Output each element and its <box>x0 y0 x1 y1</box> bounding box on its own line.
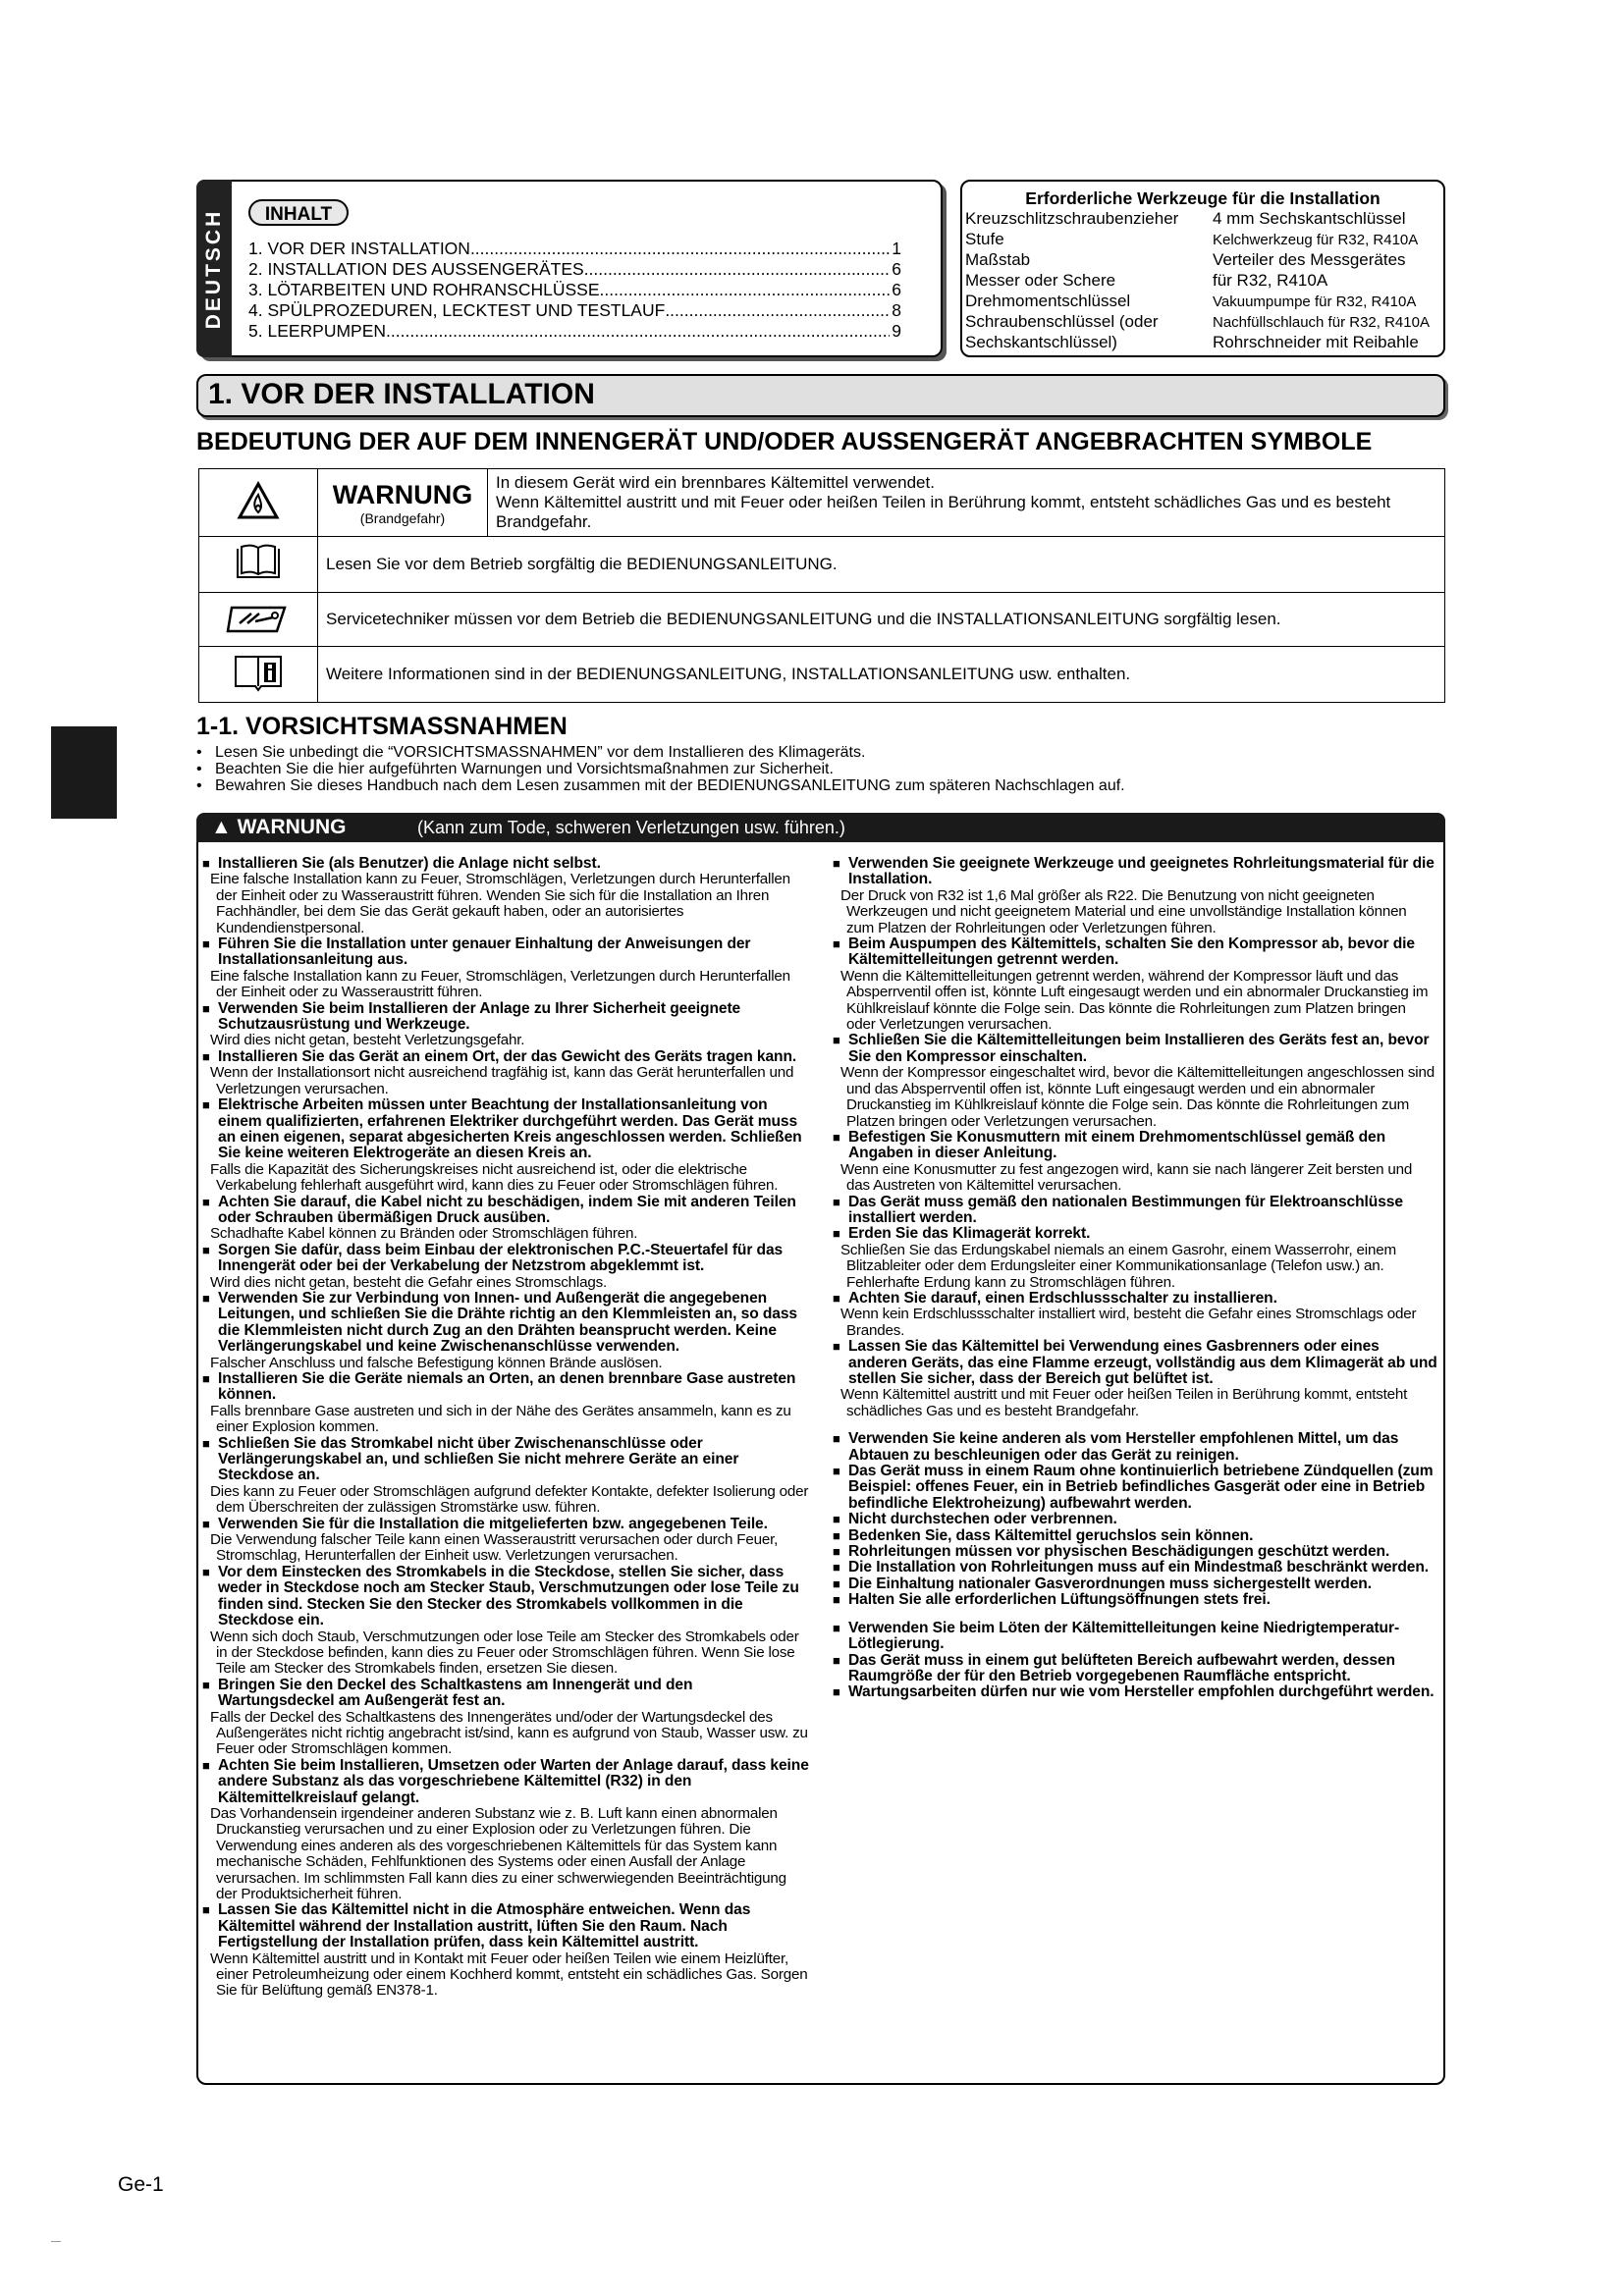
warning-item <box>202 1436 811 1517</box>
tool-item: 4 mm Sechskantschlüssel <box>1213 209 1406 228</box>
warning-item-heading: ■ Verwenden Sie beim Löten der Kältemittelleitungen keine Niedrigtemperatur-Lötlegierung. <box>833 1621 1437 1653</box>
warning-item-body: Wenn der Kompressor eingeschaltet wird, bevor die Kältemittelleitungen angeschlossen sind und das Absperrventil offen ist, könnte Luft eingesaugt werden und ein abnormaler Druckanstieg im Kühlkreislauf könnte die Folge sein. Das könnte die Rohrleitungen zum Platzen bringen oder Verletzungen verursachen. <box>840 1064 1435 1130</box>
warning-item-heading: ■ Bringen Sie den Deckel des Schaltkastens am Innengerät und den Wartungsdeckel am Außengerät fest an. <box>202 1678 811 1710</box>
warning-item-heading: ■ Lassen Sie das Kältemittel nicht in die Atmosphäre entweichen. Wenn das Kältemittel während der Installation austritt, lüften Sie den Raum. Nach Fertigstellung der Installation prüfen, dass kein Kältemittel austritt. <box>202 1902 811 1950</box>
warning-item <box>833 1560 1437 1575</box>
warning-item <box>202 1195 811 1243</box>
service-text: Servicetechniker müssen vor dem Betrieb die BEDIENUNGSANLEITUNG und die INSTALLATIONSANLEITUNG sorgfältig lesen. <box>318 593 1445 647</box>
section-title: 1. VOR DER INSTALLATION <box>208 378 595 410</box>
warning-item-body: Wird dies nicht getan, besteht die Gefahr eines Stromschlags. <box>210 1273 607 1291</box>
warning-item-body: Das Vorhandensein irgendeiner anderen Substanz wie z. B. Luft kann einen abnormalen Druckanstieg verursachen und zu einer Explosion oder zu Verletzungen führen. Die Verwendung eines anderen als des vorgeschriebenen Kältemittels für das System kann mechanische Schäden, Fehlfunktionen des Systems oder einen Ausfall der Anlage verursachen. Im schlimmsten Fall kann dies zu einer schwerwiegenden Beeinträchtigung der Produktsicherheit führen. <box>210 1804 786 1902</box>
tool-item: Nachfüllschlauch für R32, R410A <box>1213 314 1430 331</box>
warning-item <box>202 1902 811 1999</box>
tools-title: Erforderliche Werkzeuge für die Installation <box>1025 188 1380 208</box>
warning-item-body: Falscher Anschluss und falsche Befestigung können Brände auslösen. <box>210 1354 663 1371</box>
warning-item <box>833 1431 1437 1464</box>
warning-item <box>202 856 811 936</box>
warning-item <box>833 1033 1437 1129</box>
warning-item-body: Falls der Deckel des Schaltkastens des Innengerätes und/oder der Wartungsdeckel des Außengerätes nicht richtig angebracht ist/sind, kann es aufgrund von Staub, Wasser usw. zu Feuer oder Stromschlägen kommen. <box>210 1708 808 1758</box>
warning-item <box>833 1512 1437 1527</box>
warning-item <box>202 1291 811 1371</box>
warning-item-heading: ■ Achten Sie darauf, einen Erdschlussschalter zu installieren. <box>833 1291 1437 1307</box>
warning-item <box>202 1243 811 1291</box>
tool-item: Verteiler des Messgerätes <box>1213 250 1406 269</box>
warning-column-left <box>202 856 811 2000</box>
warning-item-heading: ■ Schließen Sie die Kältemittelleitungen beim Installieren des Geräts fest an, bevor Sie den Kompressor einschalten. <box>833 1033 1437 1065</box>
symbols-table <box>198 468 1445 703</box>
warning-item <box>833 1528 1437 1544</box>
warning-item-heading: ■ Das Gerät muss gemäß den nationalen Bestimmungen für Elektroanschlüsse installiert werden. <box>833 1195 1437 1227</box>
tool-item: für R32, R410A <box>1213 271 1328 290</box>
tool-item: Schraubenschlüssel (oder <box>965 312 1159 331</box>
warning-item <box>833 1684 1437 1700</box>
warning-label: WARNUNG <box>332 479 473 509</box>
warning-item <box>833 936 1437 1033</box>
warning-item-body: Wenn Kältemittel austritt und mit Feuer oder heißen Teilen in Berührung kommt, entsteht schädliches Gas und es besteht Brandgefahr. <box>840 1386 1408 1419</box>
warning-item <box>833 1464 1437 1512</box>
warning-item-heading: ■ Installieren Sie die Geräte niemals an Orten, an denen brennbare Gase austreten können. <box>202 1371 811 1404</box>
warning-item <box>833 1576 1437 1592</box>
toc-item[interactable]: 3. LÖTARBEITEN UND ROHRANSCHLÜSSE ..... 6 <box>248 280 901 300</box>
warning-item-heading: ■ Befestigen Sie Konusmuttern mit einem Drehmomentschlüssel gemäß den Angaben in dieser Anleitung. <box>833 1130 1437 1162</box>
warning-item-heading: ■ Das Gerät muss in einem Raum ohne kontinuierlich betriebene Zündquellen (zum Beispiel: offenes Feuer, ein in Betrieb befindliches Gasgerät oder eine in Betrieb befindliche Elektroheizung) aufbewahrt werden. <box>833 1464 1437 1512</box>
warning-item-heading: ■ Bedenken Sie, dass Kältemittel geruchslos sein können. <box>833 1528 1437 1544</box>
warning-text-1: In diesem Gerät wird ein brennbares Kältemittel verwendet. <box>496 473 935 492</box>
warning-item <box>833 1339 1437 1419</box>
warning-sublabel: (Brandgefahr) <box>359 509 446 526</box>
warning-item <box>833 1621 1437 1653</box>
warning-text-cell <box>488 469 1445 537</box>
warning-item-heading: ■ Wartungsarbeiten dürfen nur wie vom Hersteller empfohlen durchgeführt werden. <box>833 1684 1437 1700</box>
precaution-bullet: • Bewahren Sie dieses Handbuch nach dem Lesen zusammen mit der BEDIENUNGSANLEITUNG zum späteren Nachschlagen auf. <box>196 777 1125 794</box>
chapter-tab <box>51 726 117 819</box>
warning-item <box>833 1291 1437 1339</box>
toc-item[interactable]: 1. VOR DER INSTALLATION ..... 1 <box>248 239 901 259</box>
warning-item-heading: ■ Achten Sie darauf, die Kabel nicht zu beschädigen, indem Sie mit anderen Teilen oder Schrauben übermäßigen Druck ausüben. <box>202 1195 811 1227</box>
warning-item <box>833 1226 1437 1291</box>
warning-item-body: Wenn Kältemittel austritt und in Kontakt mit Feuer oder heißen Teilen wie einem Heizlüfter, einer Petroleumheizung oder einem Kochherd kommt, entsteht ein schädliches Gas. Sorgen Sie für Belüftung gemäß EN378-1. <box>210 1949 808 2000</box>
tool-item: Stufe <box>965 230 1004 248</box>
warning-text-2: Wenn Kältemittel austritt und mit Feuer oder heißen Teilen in Berührung kommt, entsteht schädliches Gas und es besteht Brandgefahr. <box>496 493 1391 531</box>
toc-heading: INHALT <box>248 199 349 226</box>
warning-item-heading: ■ Verwenden Sie für die Installation die mitgelieferten bzw. angegebenen Teile. <box>202 1517 811 1532</box>
warning-item-body: Schadhafte Kabel können zu Bränden oder Stromschlägen führen. <box>210 1225 638 1243</box>
warning-item <box>202 1049 811 1097</box>
warning-item <box>202 1517 811 1565</box>
symbols-heading: BEDEUTUNG DER AUF DEM INNENGERÄT UND/ODER AUSSENGERÄT ANGEBRACHTEN SYMBOLE <box>196 428 1373 455</box>
tool-item: Maßstab <box>965 250 1031 269</box>
page-number: Ge-1 <box>118 2173 164 2196</box>
warning-item <box>833 856 1437 936</box>
tool-item: Sechskantschlüssel) <box>965 333 1117 351</box>
warning-item-heading: ■ Die Einhaltung nationaler Gasverordnungen muss sichergestellt werden. <box>833 1576 1437 1592</box>
tool-item: Kreuzschlitzschraubenzieher <box>965 209 1179 228</box>
warning-item <box>833 1195 1437 1227</box>
warning-item-body: Dies kann zu Feuer oder Stromschlägen aufgrund defekter Kontakte, defekter Isolierung oder dem Überschreiten der zulässigen Stromstärke usw. führen. <box>210 1482 809 1517</box>
service-manual-icon <box>199 593 318 647</box>
warning-item-heading: ■ Elektrische Arbeiten müssen unter Beachtung der Installationsanleitung von einem qualifizierten, erfahrenen Elektriker durchgeführt werden. Das Gerät muss an einen eigenen, separat abgesicherten Kreis angeschlossen werden. Schließen Sie keine weiteren Elektrogeräte an diesen Kreis an. <box>202 1097 811 1162</box>
warning-item-body: Wenn sich doch Staub, Verschmutzungen oder lose Teile am Stecker des Stromkabels oder in der Steckdose befinden, kann dies zu Feuer oder Stromschlägen führen. Wenn Sie lose Teile am Stecker des Stromkabels finden, ersetzen Sie diesen. <box>210 1628 799 1678</box>
tool-item: Rohrschneider mit Reibahle <box>1213 333 1419 351</box>
warning-item <box>202 1678 811 1758</box>
warning-item-heading: ■ Die Installation von Rohrleitungen muss auf ein Mindestmaß beschränkt werden. <box>833 1560 1437 1575</box>
warning-item-heading: ■ Verwenden Sie zur Verbindung von Innen- und Außengerät die angegebenen Leitungen, und schließen Sie die Drähte richtig an den Klemmleisten an, so dass die Klemmleisten nicht durch Zug an den Drähten beansprucht werden. Keine Verlängerungskabel und keine Zwischenanschlüsse verwenden. <box>202 1291 811 1356</box>
warning-item-heading: ■ Nicht durchstechen oder verbrennen. <box>833 1512 1437 1527</box>
language-tab <box>196 180 232 357</box>
warning-item-body: Wenn die Kältemittelleitungen getrennt werden, während der Kompressor läuft und das Absperrventil offen ist, könnte Luft eingesaugt werden und ein abnormaler Druckanstieg im Kühlkreislauf könnte die Folge sein. Das könnte die Rohrleitungen zum Platzen bringen oder Verletzungen verursachen. <box>840 967 1429 1034</box>
warning-item-heading: ■ Installieren Sie (als Benutzer) die Anlage nicht selbst. <box>202 856 811 872</box>
warning-item-heading: ■ Verwenden Sie keine anderen als vom Hersteller empfohlenen Mittel, um das Abtauen zu beschleunigen oder das Gerät zu reinigen. <box>833 1431 1437 1464</box>
warning-item <box>833 1592 1437 1608</box>
warning-item-heading: ■ Sorgen Sie dafür, dass beim Einbau der elektronischen P.C.-Steuertafel für das Innengerät oder bei der Verkabelung der Netzstrom abgeklemmt ist. <box>202 1243 811 1275</box>
warning-item-body: Wenn der Installationsort nicht ausreichend tragfähig ist, kann das Gerät herunterfallen und Verletzungen verursachen. <box>210 1064 794 1097</box>
warning-item <box>202 1371 811 1436</box>
fire-warning-icon <box>199 469 318 537</box>
warning-item-body: Wird dies nicht getan, besteht Verletzungsgefahr. <box>210 1032 525 1049</box>
warning-item-body: Die Verwendung falscher Teile kann einen Wasseraustritt verursachen oder durch Feuer, Stromschlag, Herunterfallen der Einheit usw. Verletzungen verursachen. <box>210 1531 779 1565</box>
warning-item-heading: ■ Vor dem Einstecken des Stromkabels in die Steckdose, stellen Sie sicher, dass weder in Steckdose noch am Stecker Staub, Verschmutzungen oder lose Teile zu finden sind. Stecken Sie den Stecker des Stromkabels vollkommen in die Steckdose ein. <box>202 1565 811 1629</box>
warning-item-heading: ■ Schließen Sie das Stromkabel nicht über Zwischenanschlüsse oder Verlängerungskabel an, und schließen Sie nicht mehrere Geräte an einer Steckdose an. <box>202 1436 811 1484</box>
warning-item-body: Eine falsche Installation kann zu Feuer, Stromschlägen, Verletzungen durch Herunterfallen der Einheit oder zu Wasseraustritt führen. <box>210 967 790 1001</box>
warning-item-body: Falls brennbare Gase austreten und sich in der Nähe des Gerätes ansammeln, kann es zu einer Explosion kommen. <box>210 1402 791 1436</box>
warning-item <box>202 936 811 1001</box>
warning-item-heading: ■ Verwenden Sie beim Installieren der Anlage zu Ihrer Sicherheit geeignete Schutzausrüstung und Werkzeuge. <box>202 1001 811 1034</box>
warning-triangle-icon: ▲ <box>211 816 232 838</box>
warning-item-body: Wenn kein Erdschlussschalter installiert wird, besteht die Gefahr eines Stromschlags oder Brandes. <box>840 1306 1417 1339</box>
warning-header: ▲ WARNUNG <box>211 816 347 838</box>
warning-item-heading: ■ Rohrleitungen müssen vor physischen Beschädigungen geschützt werden. <box>833 1544 1437 1560</box>
book-icon <box>199 537 318 593</box>
warning-item-heading: ■ Achten Sie beim Installieren, Umsetzen oder Warten der Anlage darauf, dass keine andere Substanz als das vorgeschriebene Kältemittel (R32) in den Kältemittelkreislauf gelangt. <box>202 1758 811 1806</box>
warning-column-right <box>833 856 1437 1701</box>
warning-item-body: Schließen Sie das Erdungskabel niemals an einem Gasrohr, einem Wasserrohr, einem Blitzableiter oder dem Erdungsleiter einer Kommunikationsanlage (Telefon usw.) an. Fehlerhafte Erdung kann zu Stromschlägen führen. <box>840 1241 1396 1291</box>
toc-item[interactable]: 2. INSTALLATION DES AUSSENGERÄTES ..... 6 <box>248 259 901 280</box>
warning-item-heading: ■ Installieren Sie das Gerät an einem Ort, der das Gewicht des Geräts tragen kann. <box>202 1049 811 1065</box>
warning-item-heading: ■ Erden Sie das Klimagerät korrekt. <box>833 1226 1437 1242</box>
warning-header-note: (Kann zum Tode, schweren Verletzungen usw. führen.) <box>417 818 845 837</box>
warning-item-body: Falls die Kapazität des Sicherungskreises nicht ausreichend ist, oder die elektrische Verkabelung fehlerhaft ausgeführt wird, kann dies zu Feuer oder Stromschlägen führen. <box>210 1160 779 1195</box>
manual-text: Lesen Sie vor dem Betrieb sorgfältig die BEDIENUNGSANLEITUNG. <box>318 537 1445 593</box>
info-text: Weitere Informationen sind in der BEDIENUNGSANLEITUNG, INSTALLATIONSANLEITUNG usw. enthalten. <box>318 647 1445 703</box>
warning-item-heading: ■ Verwenden Sie geeignete Werkzeuge und geeignetes Rohrleitungsmaterial für die Installation. <box>833 856 1437 888</box>
warning-item-heading: ■ Halten Sie alle erforderlichen Lüftungsöffnungen stets frei. <box>833 1592 1437 1608</box>
warning-label-cell <box>318 469 488 537</box>
precaution-bullet: • Lesen Sie unbedingt die “VORSICHTSMASSNAHMEN” vor dem Installieren des Klimageräts. <box>196 744 866 761</box>
info-icon <box>199 647 318 703</box>
precautions-title: 1-1. VORSICHTSMASSNAHMEN <box>196 713 568 740</box>
tool-item: Drehmomentschlüssel <box>965 292 1131 310</box>
warning-item-body: Wenn eine Konusmutter zu fest angezogen wird, kann sie nach längerer Zeit bersten und das Austreten von Kältemittel verursachen. <box>840 1160 1413 1195</box>
warning-item <box>833 1130 1437 1195</box>
toc-item[interactable]: 4. SPÜLPROZEDUREN, LECKTEST UND TESTLAUF ..... 8 <box>248 300 901 321</box>
warning-item <box>833 1544 1437 1560</box>
toc-item[interactable]: 5. LEERPUMPEN ..... 9 <box>248 321 901 342</box>
warning-item-body: Der Druck von R32 ist 1,6 Mal größer als R22. Die Benutzung von nicht geeigneten Werkzeugen und nicht geeignetem Material und eine unvollständige Installation können zum Platzen der Rohrleitungen oder Verletzungen führen. <box>840 886 1407 936</box>
tool-item: Messer oder Schere <box>965 271 1116 290</box>
warning-item <box>202 1758 811 1903</box>
language-label: DEUTSCH <box>202 208 225 329</box>
warning-item-body: Eine falsche Installation kann zu Feuer, Stromschlägen, Verletzungen durch Herunterfallen der Einheit oder zu Wasseraustritt führen. Wenden Sie sich für die Installation an Ihren Fachhändler, bei dem Sie das Gerät gekauft haben, oder an autorisiertes Kundendienstpersonal. <box>210 871 790 936</box>
warning-item <box>833 1653 1437 1685</box>
warning-item-heading: ■ Das Gerät muss in einem gut belüfteten Bereich aufbewahrt werden, dessen Raumgröße der für den Betrieb vorgegebenen Raumfläche entspricht. <box>833 1653 1437 1685</box>
warning-item-heading: ■ Führen Sie die Installation unter genauer Einhaltung der Anweisungen der Installationsanleitung aus. <box>202 936 811 969</box>
tool-item: Vakuumpumpe für R32, R410A <box>1213 294 1417 310</box>
warning-item <box>202 1565 811 1678</box>
warning-item <box>202 1001 811 1049</box>
warning-item-heading: ■ Beim Auspumpen des Kältemittels, schalten Sie den Kompressor ab, bevor die Kältemittelleitungen getrennt werden. <box>833 936 1437 969</box>
warning-item <box>202 1097 811 1194</box>
warning-item-heading: ■ Lassen Sie das Kältemittel bei Verwendung eines Gasbrenners oder eines anderen Geräts, das eine Flamme erzeugt, vollständig aus dem Klimagerät ab und stellen Sie sicher, dass der Bereich gut belüftet ist. <box>833 1339 1437 1387</box>
margin-mark <box>51 2241 61 2242</box>
precaution-bullet: • Beachten Sie die hier aufgeführten Warnungen und Vorsichtsmaßnahmen zur Sicherheit. <box>196 761 834 777</box>
tool-item: Kelchwerkzeug für R32, R410A <box>1213 232 1419 248</box>
